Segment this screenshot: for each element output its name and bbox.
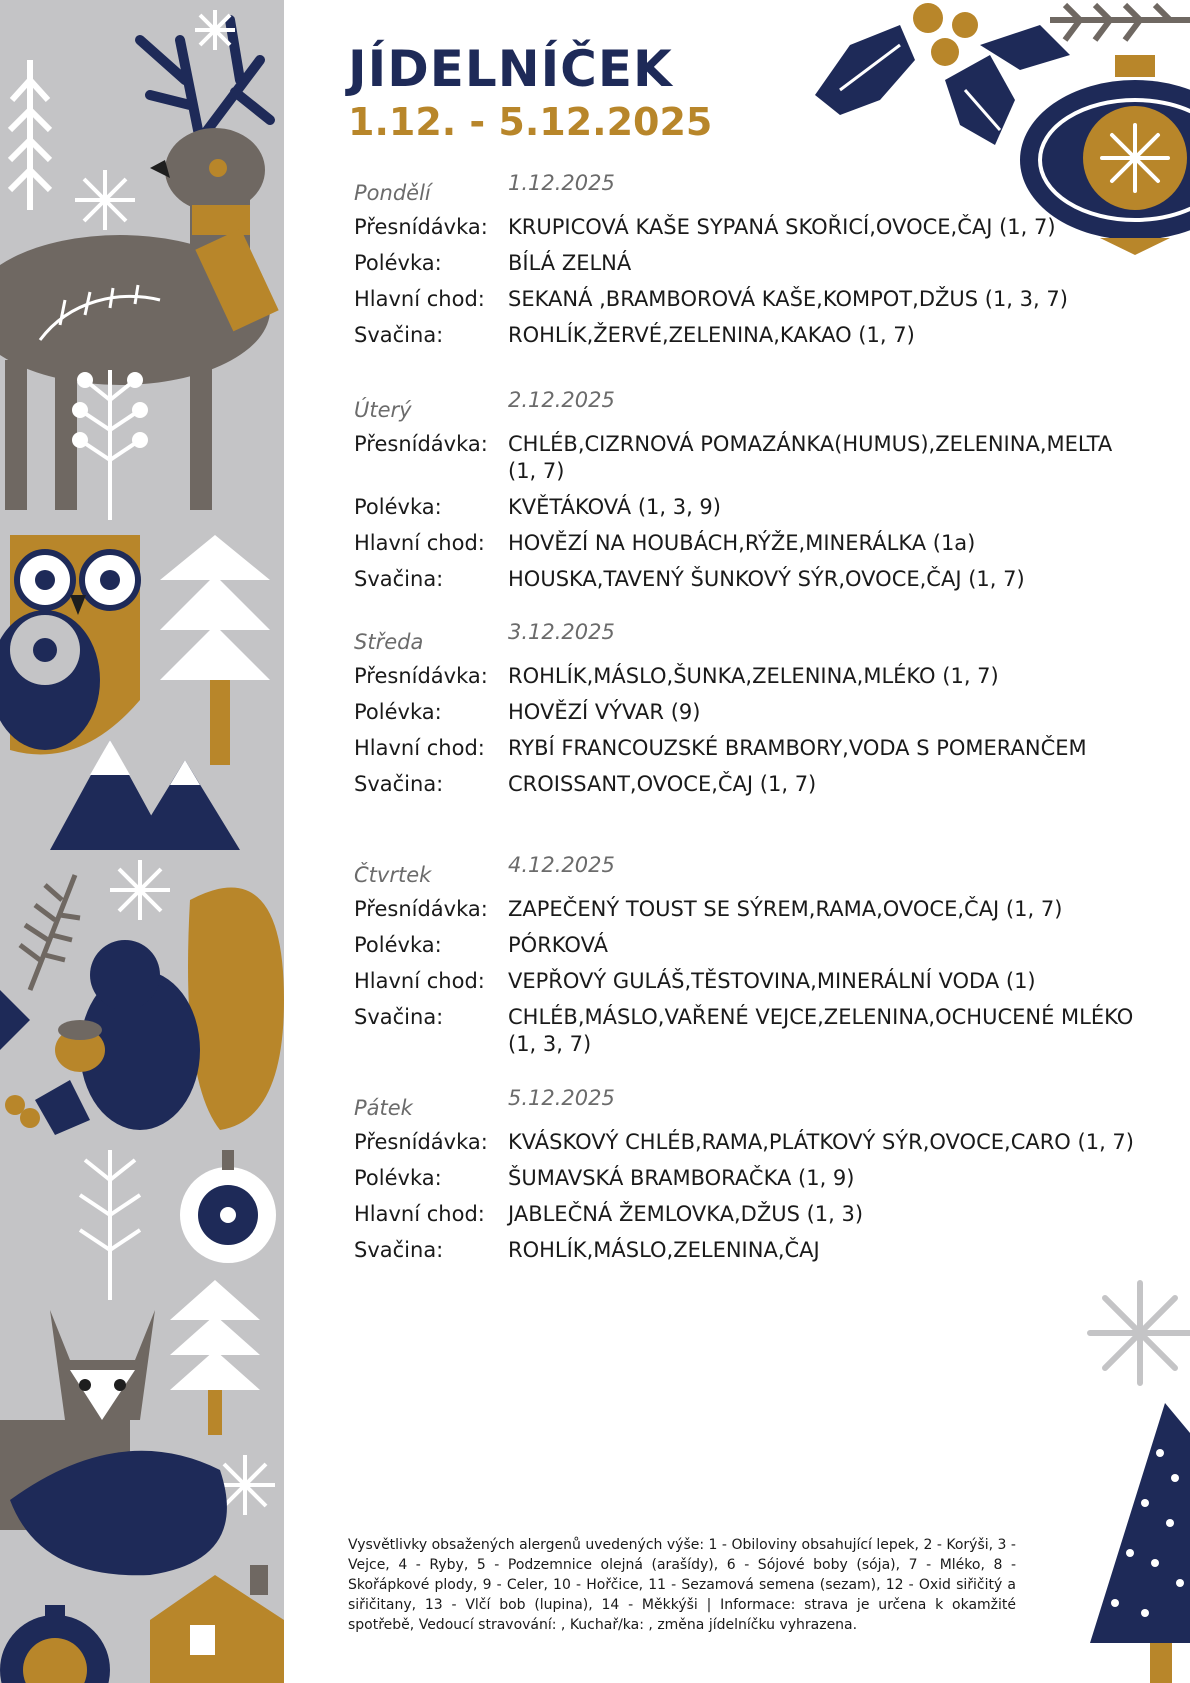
day-block — [354, 620, 1134, 798]
meal-value: SEKANÁ ,BRAMBOROVÁ KAŠE,KOMPOT,DŽUS (1, 3, 7) — [508, 287, 1068, 311]
meal-row-breakfast — [354, 214, 1134, 241]
meal-label: Polévka: — [354, 251, 442, 275]
day-date: 1.12.2025 — [508, 171, 615, 195]
meal-label: Přesnídávka: — [354, 664, 488, 688]
meal-value: PÓRKOVÁ — [508, 933, 608, 957]
meal-value: HOVĚZÍ NA HOUBÁCH,RÝŽE,MINERÁLKA (1a) — [508, 531, 976, 555]
meal-value: ZAPEČENÝ TOUST SE SÝREM,RAMA,OVOCE,ČAJ (1, 7) — [508, 897, 1063, 921]
meal-label: Hlavní chod: — [354, 969, 485, 993]
pine-tree-icon — [10, 60, 50, 210]
meal-value: CHLÉB,MÁSLO,VAŘENÉ VEJCE,ZELENINA,OCHUCENÉ MLÉKO (1, 3, 7) — [508, 1005, 1134, 1056]
meal-value: RYBÍ FRANCOUZSKÉ BRAMBORY,VODA S POMERANČEM — [508, 736, 1087, 760]
meal-value: KVÁSKOVÝ CHLÉB,RAMA,PLÁTKOVÝ SÝR,OVOCE,CARO (1, 7) — [508, 1130, 1134, 1154]
meal-value: CROISSANT,OVOCE,ČAJ (1, 7) — [508, 772, 817, 796]
meal-label: Přesnídávka: — [354, 215, 488, 239]
meal-label: Přesnídávka: — [354, 1130, 488, 1154]
date-range: 1.12. - 5.12.2025 — [348, 100, 713, 144]
meal-label: Svačina: — [354, 567, 444, 591]
day-header — [354, 171, 1134, 205]
meal-label: Hlavní chod: — [354, 736, 485, 760]
meal-row-snack — [354, 566, 1134, 593]
meal-row-soup — [354, 1165, 1134, 1192]
meal-row-main — [354, 735, 1134, 762]
meal-row-breakfast — [354, 1129, 1134, 1156]
christmas-ornament-icon — [180, 1150, 276, 1263]
day-date: 4.12.2025 — [508, 853, 615, 877]
meal-label: Polévka: — [354, 700, 442, 724]
meal-label: Polévka: — [354, 1166, 442, 1190]
meal-row-main — [354, 1201, 1134, 1228]
meal-value: ROHLÍK,MÁSLO,ŠUNKA,ZELENINA,MLÉKO (1, 7) — [508, 664, 999, 688]
meal-value: KRUPICOVÁ KAŠE SYPANÁ SKOŘICÍ,OVOCE,ČAJ (1, 7) — [508, 215, 1056, 239]
allergen-legend: Vysvětlivky obsažených alergenů uvedených výše: 1 - Obiloviny obsahující lepek, 2 - Korýši, 3 - Vejce, 4 - Ryby, 5 - Podzemnice olejná (arašídy), 6 - Sójové boby (sója), 7 - Mléko, 8 - Skořápkové plody, 9 - Celer, 10 - Hořčice, 11 - Sezamová semena (sezam), 12 - Oxid siřičitý a siřičitany, 13 - Vlčí bob (lupina), 14 - Měkkýši | Informace: strava je určena k okamžité spotřebě, Vedoucí stravování: , Kuchař/ka: , změna jídelníčku vyhrazena. — [348, 1537, 1016, 1633]
meal-value: KVĚTÁKOVÁ (1, 3, 9) — [508, 495, 721, 519]
day-date: 5.12.2025 — [508, 1086, 615, 1110]
meal-row-breakfast — [354, 663, 1134, 690]
day-name: Úterý — [354, 398, 412, 422]
meal-row-soup — [354, 699, 1134, 726]
day-header — [354, 853, 1134, 887]
meal-row-soup — [354, 932, 1134, 959]
meal-row-main — [354, 286, 1134, 313]
pine-tree-icon — [170, 1280, 260, 1435]
page-title: JÍDELNÍČEK — [348, 40, 673, 98]
pine-tree-icon — [1090, 1403, 1190, 1683]
meal-value: ROHLÍK,MÁSLO,ZELENINA,ČAJ — [508, 1238, 820, 1262]
day-block — [354, 171, 1134, 349]
meal-row-main — [354, 968, 1134, 995]
meal-row-snack — [354, 322, 1134, 349]
meal-row-breakfast — [354, 431, 1134, 485]
squirrel-illustration — [55, 888, 284, 1131]
meal-row-snack — [354, 1004, 1134, 1058]
meal-label: Hlavní chod: — [354, 1202, 485, 1226]
meal-value: ROHLÍK,ŽERVÉ,ZELENINA,KAKAO (1, 7) — [508, 323, 915, 347]
meal-label: Polévka: — [354, 495, 442, 519]
pine-tree-icon — [74, 370, 146, 520]
meal-value: CHLÉB,CIZRNOVÁ POMAZÁNKA(HUMUS),ZELENINA,MELTA (1, 7) — [508, 432, 1113, 483]
meal-label: Hlavní chod: — [354, 531, 485, 555]
snowflake-icon — [1090, 1283, 1190, 1383]
day-date: 2.12.2025 — [508, 388, 615, 412]
meal-value: VEPŘOVÝ GULÁŠ,TĚSTOVINA,MINERÁLNÍ VODA (1) — [508, 969, 1036, 993]
meal-row-main — [354, 530, 1134, 557]
day-name: Čtvrtek — [354, 863, 432, 887]
decorative-side-strip — [0, 0, 284, 1683]
day-name: Středa — [354, 630, 424, 654]
meal-label: Svačina: — [354, 323, 444, 347]
christmas-ornament-icon — [0, 1605, 110, 1683]
day-name: Pondělí — [354, 181, 431, 205]
meal-value: ŠUMAVSKÁ BRAMBORAČKA (1, 9) — [508, 1166, 855, 1190]
day-block — [354, 1086, 1134, 1264]
day-header — [354, 388, 1134, 422]
day-header — [354, 1086, 1134, 1120]
meal-label: Svačina: — [354, 772, 444, 796]
day-name: Pátek — [354, 1096, 413, 1120]
meal-label: Polévka: — [354, 933, 442, 957]
day-block — [354, 388, 1134, 593]
meal-label: Svačina: — [354, 1005, 444, 1029]
meal-row-soup — [354, 494, 1134, 521]
meal-row-snack — [354, 1237, 1134, 1264]
cabin-icon — [150, 1565, 284, 1683]
pine-tree-icon — [80, 1150, 140, 1300]
day-date: 3.12.2025 — [508, 620, 615, 644]
meal-value: HOVĚZÍ VÝVAR (9) — [508, 700, 701, 724]
feather-icon — [20, 875, 80, 990]
meal-row-snack — [354, 771, 1134, 798]
branch-icon — [1050, 5, 1190, 40]
meal-label: Hlavní chod: — [354, 287, 485, 311]
winter-tree-decoration — [1080, 1263, 1190, 1683]
owl-illustration — [0, 535, 140, 754]
menu-content — [348, 40, 1128, 144]
day-block — [354, 853, 1134, 1058]
meal-label: Svačina: — [354, 1238, 444, 1262]
meal-label: Přesnídávka: — [354, 897, 488, 921]
meal-label: Přesnídávka: — [354, 432, 488, 456]
meal-value: JABLEČNÁ ŽEMLOVKA,DŽUS (1, 3) — [508, 1202, 864, 1226]
folk-winter-pattern — [0, 0, 284, 1683]
day-header — [354, 620, 1134, 654]
meal-value: HOUSKA,TAVENÝ ŠUNKOVÝ SÝR,OVOCE,ČAJ (1, 7) — [508, 567, 1025, 591]
pine-tree-icon — [160, 535, 270, 765]
meal-row-breakfast — [354, 896, 1134, 923]
meal-row-soup — [354, 250, 1134, 277]
meal-value: BÍLÁ ZELNÁ — [508, 251, 632, 275]
